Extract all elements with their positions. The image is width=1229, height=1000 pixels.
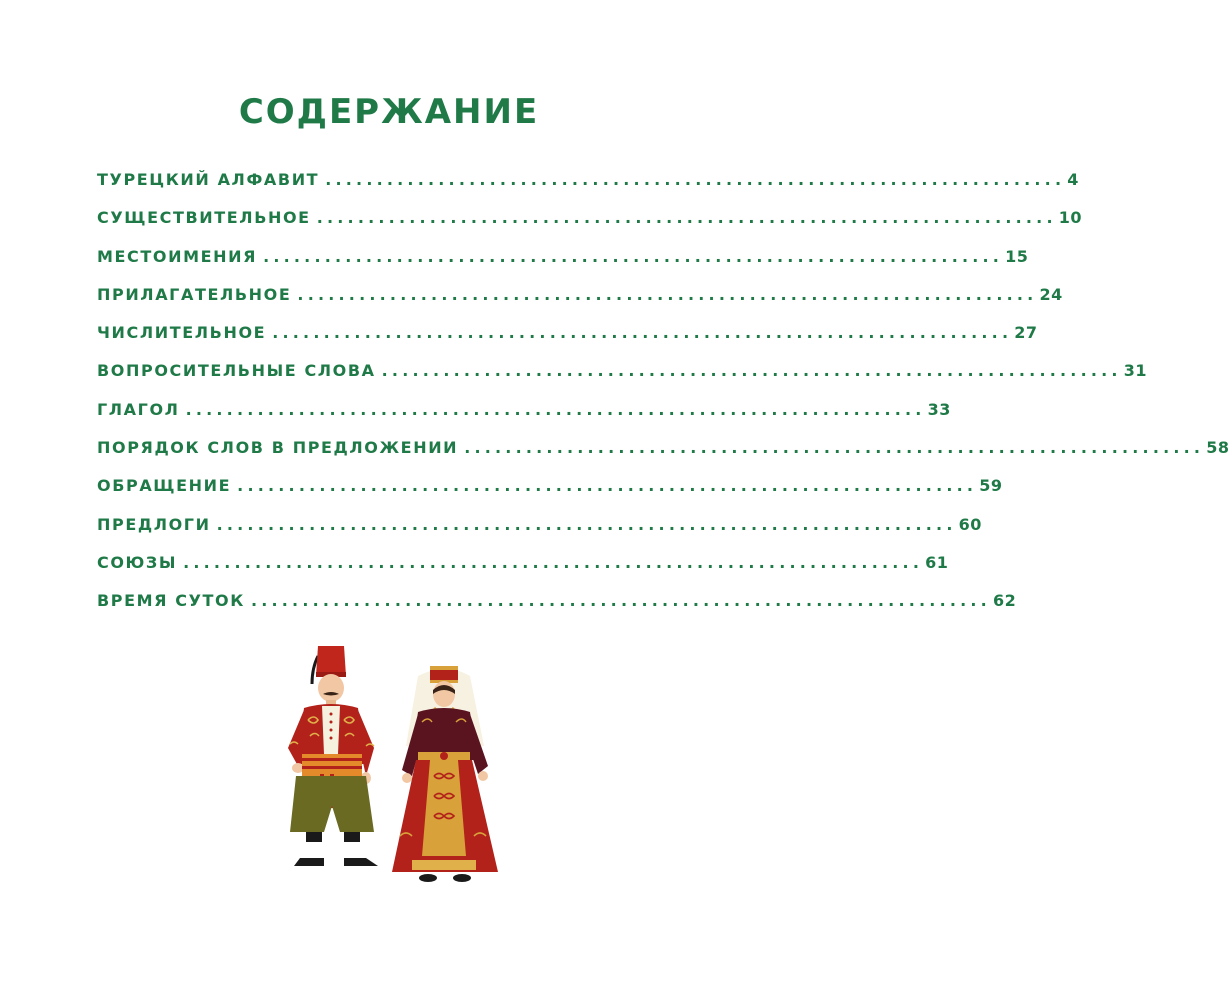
toc-page-number: 4 (1067, 170, 1079, 189)
toc-page-number: 59 (979, 476, 1003, 496)
toc-label: ВРЕМЯ СУТОК (97, 591, 245, 611)
toc-row[interactable] (97, 399, 951, 438)
toc-row[interactable] (97, 246, 1029, 285)
folk-costume-illustration (262, 636, 522, 898)
toc-leader-dots: ........................................................................ (237, 476, 978, 496)
toc-label: ЧИСЛИТЕЛЬНОЕ (97, 323, 267, 343)
toc-row[interactable] (97, 438, 1229, 476)
toc-leader-dots: ........................................................................ (272, 323, 1013, 343)
toc-label: ГЛАГОЛ (97, 399, 180, 419)
toc-label: СУЩЕСТВИТЕЛЬНОЕ (97, 208, 311, 228)
toc-page-number: 10 (1058, 208, 1083, 228)
toc-label: ВОПРОСИТЕЛЬНЫЕ СЛОВА (97, 361, 376, 381)
toc-leader-dots: ........................................................................ (297, 284, 1038, 304)
toc-label: ТУРЕЦКИЙ АЛФАВИТ (97, 170, 320, 189)
toc-leader-dots: ........................................................................ (250, 591, 991, 611)
toc-row[interactable] (97, 323, 1038, 361)
toc-page-number: 58 (1206, 438, 1229, 458)
toc-row[interactable] (97, 208, 1083, 246)
toc-leader-dots: ........................................................................ (316, 208, 1057, 228)
toc-page-number: 61 (925, 552, 949, 572)
toc-leader-dots: ........................................................................ (325, 170, 1066, 189)
toc-label: ПРЕДЛОГИ (97, 514, 211, 534)
toc-row[interactable] (97, 591, 1017, 629)
toc-leader-dots: ........................................................................ (185, 399, 926, 419)
toc-row[interactable] (97, 361, 1147, 399)
toc-row[interactable] (97, 284, 1063, 323)
toc-label: ОБРАЩЕНИЕ (97, 476, 232, 496)
toc-row[interactable] (97, 514, 982, 553)
toc-page-number: 33 (927, 399, 951, 419)
man-figure (288, 646, 378, 866)
table-of-contents (97, 170, 1229, 630)
toc-leader-dots: ........................................................................ (464, 438, 1205, 458)
toc-leader-dots: ........................................................................ (263, 246, 1004, 266)
toc-label: МЕСТОИМЕНИЯ (97, 246, 258, 266)
toc-label: ПОРЯДОК СЛОВ В ПРЕДЛОЖЕНИИ (97, 438, 459, 458)
toc-row[interactable] (97, 476, 1003, 514)
toc-page-number: 31 (1123, 361, 1147, 381)
toc-leader-dots: ........................................................................ (381, 361, 1122, 381)
toc-label: СОЮЗЫ (97, 552, 178, 572)
toc-page-number: 60 (958, 514, 982, 534)
toc-label: ПРИЛАГАТЕЛЬНОЕ (97, 284, 292, 304)
page-title: СОДЕРЖАНИЕ (238, 92, 540, 132)
toc-leader-dots: ........................................................................ (216, 514, 957, 534)
toc-page-number: 62 (992, 591, 1017, 611)
toc-page-number: 15 (1005, 246, 1029, 266)
toc-page-number: 24 (1039, 284, 1063, 304)
toc-page-number: 27 (1014, 323, 1038, 343)
toc-row[interactable] (97, 170, 1079, 208)
toc-row[interactable] (97, 552, 949, 591)
toc-leader-dots: ........................................................................ (183, 552, 924, 572)
woman-figure (392, 666, 498, 882)
